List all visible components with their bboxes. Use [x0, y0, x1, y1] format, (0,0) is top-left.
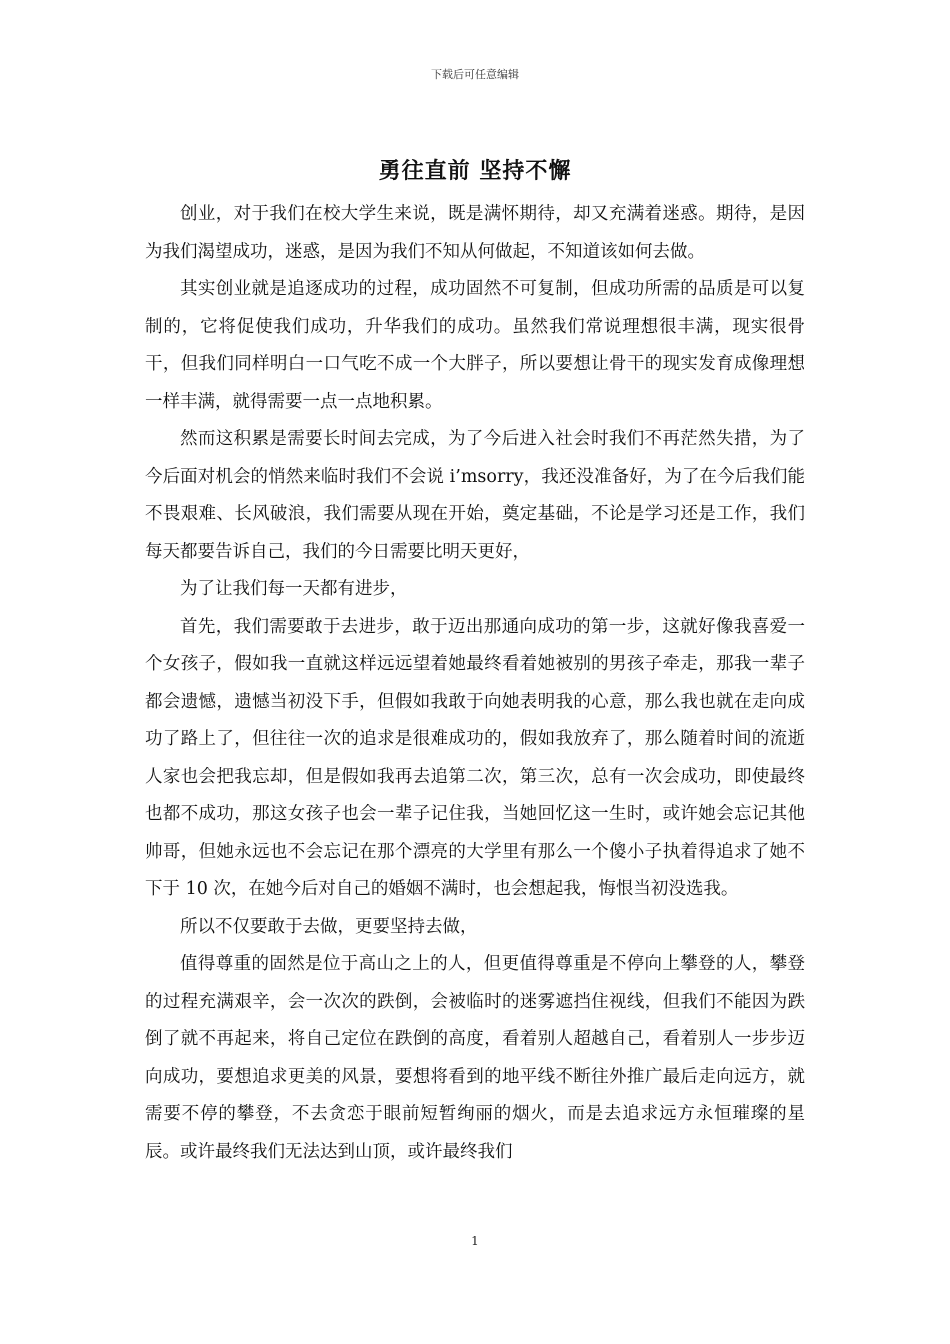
document-body	[145, 196, 805, 1171]
paragraph: 然而这积累是需要长时间去完成，为了今后进入社会时我们不再茫然失措，为了今后面对机会的悄然来临时我们不会说 i’msorry，我还没准备好，为了在今后我们能不畏艰难、长风破浪，我们需要从现在开始，奠定基础，不论是学习还是工作，我们每天都要告诉自己，我们的今日需要比明天更好，	[145, 429, 805, 562]
paragraph: 值得尊重的固然是位于高山之上的人，但更值得尊重是不停向上攀登的人，攀登的过程充满艰辛，会一次次的跌倒，会被临时的迷雾遮挡住视线，但我们不能因为跌倒了就不再起来，将自己定位在跌倒的高度，看着别人超越自己，看着别人一步步迈向成功，要想追求更美的风景，要想将看到的地平线不断往外推广最后走向远方，就需要不停的攀登，不去贪恋于眼前短暂绚丽的烟火，而是去追求远方永恒璀璨的星辰。或许最终我们无法达到山顶，或许最终我们	[145, 954, 805, 1162]
document-title: 勇往直前 坚持不懈	[378, 158, 572, 184]
paragraph: 为了让我们每一天都有进步，	[180, 579, 408, 599]
paragraph: 创业，对于我们在校大学生来说，既是满怀期待，却又充满着迷惑。期待，是因为我们渴望成功，迷惑，是因为我们不知从何做起，不知道该如何去做。	[145, 204, 805, 262]
paragraph: 其实创业就是追逐成功的过程，成功固然不可复制，但成功所需的品质是可以复制的，它将促使我们成功，升华我们的成功。虽然我们常说理想很丰满，现实很骨干，但我们同样明白一口气吃不成一个大胖子，所以要想让骨干的现实发育成像理想一样丰满，就得需要一点一点地积累。	[145, 279, 805, 412]
page-header: 下载后可任意编辑	[431, 68, 519, 81]
paragraph: 所以不仅要敢于去做，更要坚持去做，	[180, 916, 478, 937]
paragraph: 首先，我们需要敢于去进步，敢于迈出那通向成功的第一步，这就好像我喜爱一个女孩子，假如我一直就这样远远望着她最终看着她被别的男孩子牵走，那我一辈子都会遗憾，遗憾当初没下手，但假如我敢于向她表明我的心意，那么我也就在走向成功了路上了，但往往一次的追求是很难成功的，假如我放弃了，那么随着时间的流逝人家也会把我忘却，但是假如我再去追第二次，第三次，总有一次会成功，即使最终也都不成功，那这女孩子也会一辈子记住我，当她回忆这一生时，或许她会忘记其他帅哥，但她永远也不会忘记在那个漂亮的大学里有那么一个傻小子执着得追求了她不下于 10 次，在她今后对自己的婚姻不满时，也会想起我，悔恨当初没选我。	[145, 616, 805, 899]
page-number: 1	[471, 1234, 479, 1248]
